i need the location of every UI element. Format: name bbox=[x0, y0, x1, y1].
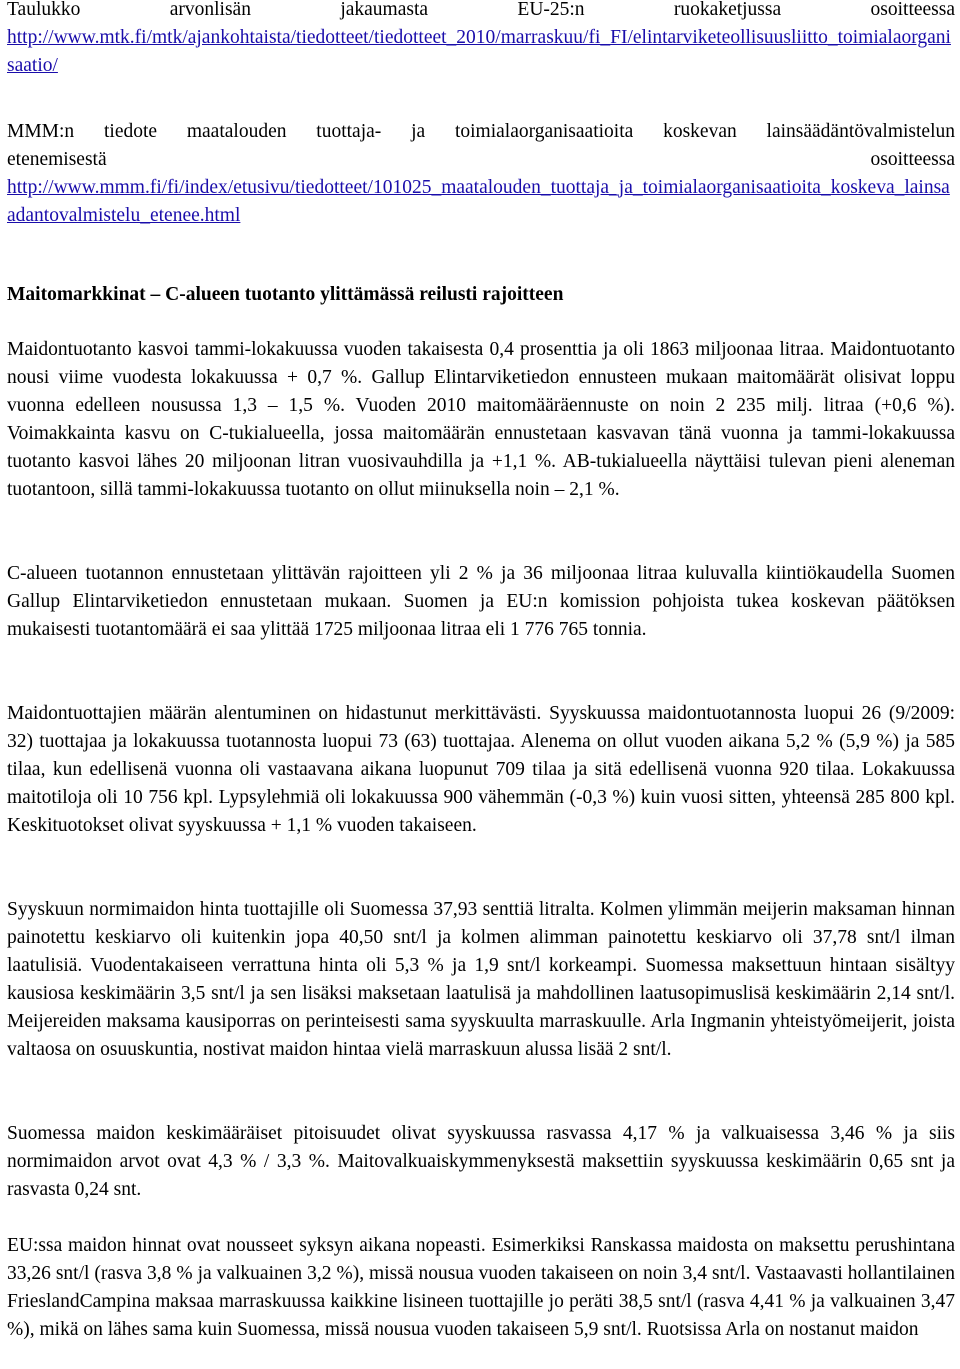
mmm-word-right: osoitteessa bbox=[870, 149, 955, 170]
mmm-line-2 bbox=[7, 146, 955, 174]
mtk-link[interactable]: http://www.mtk.fi/mtk/ajankohtaista/tiedotteet/tiedotteet_2010/marraskuu/fi_FI/elintarviketeollisuusliitto_toimialaorganisaatio/ bbox=[7, 27, 951, 76]
mmm-text: MMM:n tiedote maatalouden tuottaja- ja toimialaorganisaatioita koskevan lainsäädäntövalmistelun bbox=[7, 121, 955, 142]
ref1-word: ruokaketjussa bbox=[673, 0, 782, 20]
paragraph-production: Maidontuotanto kasvoi tammi-lokakuussa vuoden takaisesta 0,4 prosenttia ja oli 1863 miljoonaa litraa. Maidontuotanto nousi viime vuodesta lokakuussa + 0,7 %. Gallup Elintarviketiedon ennusteen mukaan maitomäärät olisivat loppu vuonna edelleen nousussa 1,3 – 1,5 %. Vuoden 2010 maitomääräennuste on noin 2 235 milj. litraa (+0,6 %). Voimakkainta kasvu on C-tukialueella, jossa maitomäärän ennustetaan kasvavan tänä vuonna ja tammi-lokakuussa tuotanto kasvoi lähes 20 miljoonan litran vuosivauhdilla ja +1,1 %. AB-tukialueella näyttäisi tulevan pieni aleneman tuotantoon, sillä tammi-lokakuussa tuotanto on ollut miinuksella noin – 2,1 %. bbox=[7, 339, 955, 500]
section-heading: Maitomarkkinat – C-alueen tuotanto ylittämässä reilusti rajoitteen bbox=[7, 284, 564, 305]
mmm-word-left: etenemisestä bbox=[7, 149, 107, 170]
reference-paragraph-2 bbox=[7, 118, 955, 230]
paragraph-producers: Maidontuottajien määrän alentuminen on hidastunut merkittävästi. Syyskuussa maidontuotannosta luopui 26 (9/2009: 32) tuottajaa ja lokakuussa tuotannosta luopui 73 (63) tuottajaa. Alenema on ollut vuoden aikana 5,2 % (5,9 %) ja 585 tilaa, kun edellisenä vuonna oli vastaavana aikana luopunut 709 tilaa ja sitä edellisenä vuonna 920 tilaa. Lokakuussa maitotiloja oli 10 756 kpl. Lypsylehmiä oli lokakuussa 900 vähemmän (-0,3 %) kuin vuosi sitten, yhteensä 285 800 kpl. Keskituotokset olivat syyskuussa + 1,1 % vuoden takaiseen. bbox=[7, 703, 955, 836]
reference-paragraph-1 bbox=[7, 0, 955, 80]
ref1-word: arvonlisän bbox=[169, 0, 251, 20]
ref1-word: osoitteessa bbox=[870, 0, 955, 20]
ref1-word: Taulukko bbox=[7, 0, 81, 20]
paragraph-c-region: C-alueen tuotannon ennustetaan ylittävän rajoitteen yli 2 % ja 36 miljoonaa litraa kuluvalla kiintiökaudella Suomen Gallup Elintarviketiedon ennustetaan mukaan. Suomen ja EU:n komission pohjoista tukea koskevan päätöksen mukaisesti tuotantomäärä ei saa ylittää 1725 miljoonaa litraa eli 1 776 765 tonnia. bbox=[7, 563, 955, 640]
mmm-link[interactable]: http://www.mmm.fi/fi/index/etusivu/tiedotteet/101025_maatalouden_tuottaja_ja_toimialaorganisaatioita_koskeva_lainsaadantovalmistelu_etenee.html bbox=[7, 177, 950, 226]
paragraph-eu-prices: EU:ssa maidon hinnat ovat nousseet syksyn aikana nopeasti. Esimerkiksi Ranskassa maidosta on maksettu perushintana 33,26 snt/l (rasva 3,8 % ja valkuainen 3,2 %), missä nousua vuoden takaiseen on noin 3,4 snt/l. Vastaavasti hollantilainen FrieslandCampina maksaa marraskuussa kaikkine lisineen tuottajille jo peräti 38,5 snt/l (rasva 4,41 % ja valkuainen 3,47 %), mikä on lähes sama kuin Suomessa, missä nousua vuoden takaiseen 5,9 snt/l. Ruotsissa Arla on nostanut maidon bbox=[7, 1235, 955, 1340]
ref1-word: jakaumasta bbox=[340, 0, 429, 20]
reference-line-1 bbox=[7, 0, 955, 24]
paragraph-price: Syyskuun normimaidon hinta tuottajille oli Suomessa 37,93 senttiä litralta. Kolmen ylimmän meijerin maksaman hinnan painotettu keskiarvo oli kuitenkin jopa 40,50 snt/l ja kolmen alimman painotettu keskiarvo oli 37,78 snt/l ilman laatulisiä. Vuodentakaiseen verrattuna hinta oli 5,3 % ja 1,9 snt/l korkeampi. Suomessa maksettuun hintaan sisältyy kausiosa keskimäärin 3,5 snt/l ja sen lisäksi maksetaan laatulisä ja mahdollinen laatusopimuslisä keskimäärin 2,14 snt/l. Meijereiden maksama kausiporras on perinteisesti sama syyskuulta marraskuulle. Arla Ingmanin yhteistyömeijerit, joista valtaosa on osuuskuntia, nostivat maidon hintaa vielä marraskuun alussa lisää 2 snt/l. bbox=[7, 899, 955, 1060]
ref1-word: EU-25:n bbox=[517, 0, 585, 20]
paragraph-content: Suomessa maidon keskimääräiset pitoisuudet olivat syyskuussa rasvassa 4,17 % ja valkuaisessa 3,46 % ja siis normimaidon arvot ovat 4,3 % / 3,3 %. Maitovalkuaiskymmenyksestä maksettiin syyskuussa keskimäärin 0,65 snt ja rasvasta 0,24 snt. bbox=[7, 1123, 955, 1200]
